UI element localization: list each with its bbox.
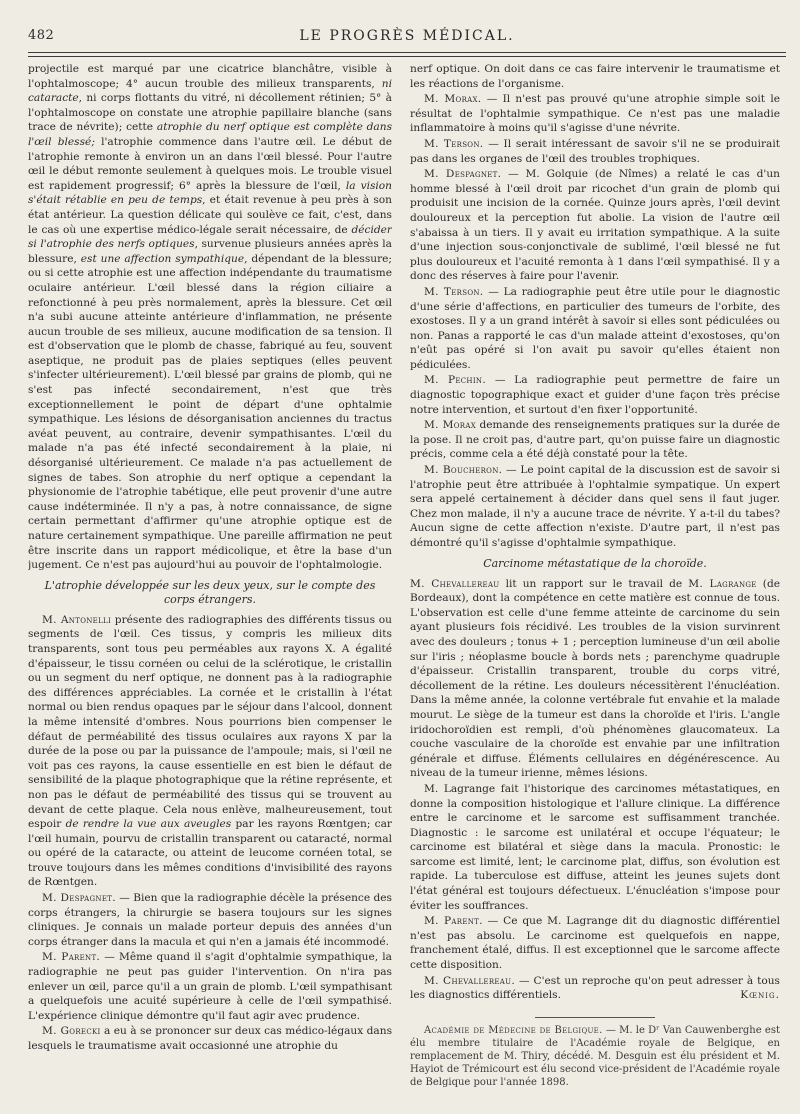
speaker-name: M. Gorecki	[42, 1025, 101, 1038]
speaker-name: M. Despagnet.	[42, 892, 116, 905]
paragraph: M. Despagnet. — M. Golquie (de Nîmes) a relaté le cas d'un homme blessé à l'œil droit par ricochet d'un grain de plomb qui produisit une incision de la cornée. Quinze jours après, l'œil devint douloureux et la perception fut abolie. La vision de l'autre œil s'abaissa à un tiers. Il y avait eu irritation sympathique. A la suite d'une injection sous-conjonctivale de sublimé, l'œil blessé ne fut plus douloureux et l'acuité remonta à 1 dans l'œil sympathisé. Il y a donc des réserves à faire pour l'avenir.	[410, 168, 780, 283]
header-rule-double	[28, 56, 786, 57]
news-note: Académie de Médecine de Belgique. — M. le Dʳ Van Cauwenberghe est élu membre titulaire de l'Académie royale de Belgique, en remplacement de M. Thiry, décédé. M. Desguin est élu président et M. Hayiot de Trémicourt est élu second vice-président de l'Académie royale de Belgique pour l'année 1898.	[410, 1024, 780, 1088]
speaker-name: M. Pechin.	[424, 374, 486, 387]
paragraph: M. Terson. — La radiographie peut être utile pour le diagnostic d'une série d'affections, en particulier des tumeurs de l'orbite, des exostoses. Il y a un grand intérêt à savoir si elles sont pédiculées ou non. Panas a rapporté le cas d'un malade atteint d'exostoses, qu'on n'eût pas opéré si l'on avait pu savoir qu'elles étaient non pédiculées.	[410, 285, 780, 371]
paragraph: M. Boucheron. — Le point capital de la discussion est de savoir si l'atrophie peut être attribuée à l'ophtalmie sympatique. Un expert sera appelé certainement à décider dans quel sens il faut juger. Chez mon malade, il n'y a aucune trace de névrite. Y a-t-il du tabes? Aucun signe de cette affection n'existe. D'autre part, il n'est pas démontré qu'il s'agisse d'ophtalmie sympathique.	[410, 464, 780, 549]
speaker-name: M. Morax	[424, 419, 476, 432]
paragraph: M. Despagnet. — Bien que la radiographie décèle la présence des corps étrangers, la chirurgie se basera toujours sur les signes cliniques. Je connais un malade porteur depuis des années d'un corps étranger dans la macula et qui n'en a jamais été incommodé.	[28, 892, 392, 948]
speaker-name: M. Chevallereau.	[424, 974, 516, 987]
speaker-name: M. Boucheron.	[424, 464, 503, 477]
paragraph: M. Gorecki a eu à se prononcer sur deux cas médico-légaux dans lesquels le traumatisme avait occasionné une atrophie du	[28, 1025, 392, 1052]
page-number: 482	[28, 28, 55, 43]
paragraph: M. Chevallereau lit un rapport sur le travail de M. Lagrange (de Bordeaux), dont la compétence en cette matière est connue de tous. L'observation est celle d'une femme atteinte de carcinome du sein ayant plusieurs fois récidivé. Les troubles de la vision survinrent avec des douleurs ; tonus + 1 ; perception lumineuse d'un œil abolie sur l'iris ; néoplasme boucle à bords nets ; parenchyme quadruple d'épaisseur. Cristallin transparent, trouble du corps vitré, décollement de la rétine. Les douleurs nécessitèrent l'énucléation. Dans la même année, la colonne vertébrale fut envahie et la malade mourut. Le siège de la tumeur est dans la choroïde et l'iris. L'angle iridochoroïdien est rempli, d'où phénomènes glaucomateux. La couche vasculaire de la choroïde est envahie par une infiltration générale et diffuse. Éléments cellulaires en dégénérescence. Au niveau de la tumeur irienne, mêmes lésions.	[410, 577, 780, 780]
paragraph: M. Morax demande des renseignements pratiques sur la durée de la pose. Il ne croit pas, d'autre part, qu'on puisse faire un diagnostic précis, comme cela a été déjà constaté pour la tête.	[410, 419, 780, 461]
speaker-name: M. Terson.	[424, 137, 484, 150]
paragraph: M. Pechin. — La radiographie peut permettre de faire un diagnostic topographique exact et guider d'une façon très précise notre intervention, et surtout d'en fixer l'opportunité.	[410, 374, 780, 416]
speaker-name: M. Lagrange	[688, 577, 757, 590]
paragraph: M. Antonelli présente des radiographies des différents tissus ou segments de l'œil. Ces tissus, y compris les milieux dits transparents, sont tous peu perméables aux rayons X. A égalité d'épaisseur, le tissu cornéen ou celui de la sclérotique, le cristallin ou un segment du nerf optique, ne donnent pas à la radiographie des différences appréciables. La cornée et le cristallin à l'état normal ou bien rendus opaques par le séjour dans l'alcool, donnent la même intensité d'ombres. Nous pourrions bien compenser le défaut de perméabilité des tissus oculaires aux rayons X par la durée de la pose ou par la puissance de l'ampoule; mais, si l'œil ne voit pas ces rayons, la cause essentielle en est bien le défaut de sensibilité de la plaque photographique que la rétine représente, et non pas le défaut de perméabilité des tissus qui se trouvent au devant de cette plaque. Cela nous enlève, malheureusement, tout espoir de rendre la vue aux aveugles par les rayons Rœntgen; car l'œil humain, pourvu de cristallin transparent ou cataracté, normal ou opéré de la cataracte, ou atteint de leucome cornéen total, se trouve toujours dans les mêmes conditions d'invisibilité des rayons de Rœntgen.	[28, 613, 392, 889]
paragraph: M. Parent. — Ce que M. Lagrange dit du diagnostic différentiel n'est pas absolu. Le carcinome est quelquefois en nappe, franchement étalé, diffus. Il est exceptionnel que le sarcome affecte cette disposition.	[410, 915, 780, 972]
speaker-name: M. Morax.	[424, 93, 482, 106]
left-column	[28, 62, 392, 1102]
page-header	[28, 28, 786, 50]
running-head: LE PROGRÈS MÉDICAL.	[299, 28, 515, 44]
paragraph: M. Chevallereau. — C'est un reproche qu'on peut adresser à tous les diagnostics différentiels. Kœnig.	[410, 974, 780, 1002]
header-rule	[28, 52, 786, 53]
paragraph: M. Lagrange fait l'historique des carcinomes métastatiques, en donne la composition histologique et l'allure clinique. La différence entre le carcinome et le sarcome est suffisamment tranchée. Diagnostic : le sarcome est unilatéral et occupe l'équateur; le carcinome est bilatéral et siège dans la macula. Pronostic: le sarcome est limité, lent; le carcinome plat, diffus, son évolution est rapide. La tuberculose est diffuse, atteint les jeunes sujets dont l'état général est toujours défectueux. L'énucléation s'impose pour éviter les souffrances.	[410, 782, 780, 912]
section-title: Carcinome métastatique de la choroïde.	[483, 556, 707, 570]
section-title: L'atrophie développée sur les deux yeux, sur le compte des corps étrangers.	[44, 578, 376, 606]
speaker-name: M. Terson.	[424, 285, 484, 298]
speaker-name: M. Parent.	[42, 951, 101, 964]
paragraph: projectile est marqué par une cicatrice blanchâtre, visible à l'ophtalmoscope; 4° aucun trouble des milieux transparents, ni cataracte, ni corps flottants du vitré, ni décollement rétinien; 5° à l'ophtalmoscope on constate une atrophie papillaire blanche (sans trace de névrite); cette atrophie du nerf optique est complète dans l'œil blessé; l'atrophie commence dans l'autre œil. Le début de l'atrophie remonte à environ un an dans l'œil blessé. Pour l'autre œil le début remonte seulement à quelques mois. Le trouble visuel est rapidement progressif; 6° après la blessure de l'œil, la vision s'était rétablie en peu de temps, et était revenue à peu près à son état antérieur. La question délicate qui soulève ce fait, c'est, dans le cas où une expertise médico-légale serait nécessaire, de décider si l'atrophie des nerfs optiques, survenue plusieurs années après la blessure, est une affection sympathique, dépendant de la blessure; ou si cette atrophie est une affection indépendante du traumatisme oculaire antérieur. L'œil blessé dans la région ciliaire a refonctionné à peu près normalement, après la blessure. Cet œil n'a subi aucune atteinte antérieure d'inflammation, ne présente aucun trouble de ses milieux, aucune modification de sa tension. Il est d'observation que le plomb de chasse, fabriqué au feu, souvent aseptique, ne produit pas de plaies septiques (elles peuvent s'infecter ultérieurement). L'œil blessé par grains de plomb, qui ne s'est pas infecté secondairement, n'est que très exceptionnellement le point de départ d'une ophtalmie sympathique. Les lésions de désorganisation anciennes du tractus avéat peuvent, au contraire, devenir sympathisantes. L'œil du malade n'a pas été infecté secondairement à la plaie, ni désorganisé ultérieurement. Ce malade n'a pas actuellement de signes de tabes. Son atrophie du nerf optique a cependant la physionomie de l'atrophie tabétique, elle peut provenir d'une autre cause indéterminée. Il n'y a pas, à notre connaissance, de signe certain permettant d'affirmer qu'une atrophie optique est de nature certainement sympathique. Une pareille affirmation ne peut être inscrite dans un rapport médicolique, et être la base d'un jugement. Ce n'est pas aujourd'hui au pouvoir de l'ophtalmologie.	[28, 63, 392, 572]
paragraph: M. Morax. — Il n'est pas prouvé qu'une atrophie simple soit le résultat de l'ophtalmie sympathique. Ce n'est pas une maladie inflammatoire à moins qu'il s'agisse d'une névrite.	[410, 93, 780, 135]
paragraph: M. Terson. — Il serait intéressant de savoir s'il ne se produirait pas dans les organes de l'œil des troubles trophiques.	[410, 137, 780, 165]
paragraph: nerf optique. On doit dans ce cas faire intervenir le traumatisme et les réactions de l'organisme.	[410, 63, 780, 90]
speaker-name: M. Antonelli	[42, 613, 112, 626]
speaker-name: M. Parent.	[424, 915, 483, 928]
paragraph: M. Parent. — Même quand il s'agit d'ophtalmie sympathique, la radiographie ne peut pas guider l'intervention. On n'ira pas enlever un œil, parce qu'il a un grain de plomb. L'œil sympathisant a quelquefois une acuité supérieure à celle de l'œil sympathisé. L'expérience clinique démontre qu'il faut agir avec prudence.	[28, 951, 392, 1022]
section-divider	[535, 1017, 655, 1018]
author-signature: Kœnig.	[740, 989, 780, 1002]
right-column	[410, 62, 780, 1102]
note-title: Académie de Médecine de Belgique.	[424, 1024, 603, 1036]
speaker-name: M. Despagnet.	[424, 168, 502, 181]
speaker-name: M. Chevallereau	[410, 577, 500, 590]
